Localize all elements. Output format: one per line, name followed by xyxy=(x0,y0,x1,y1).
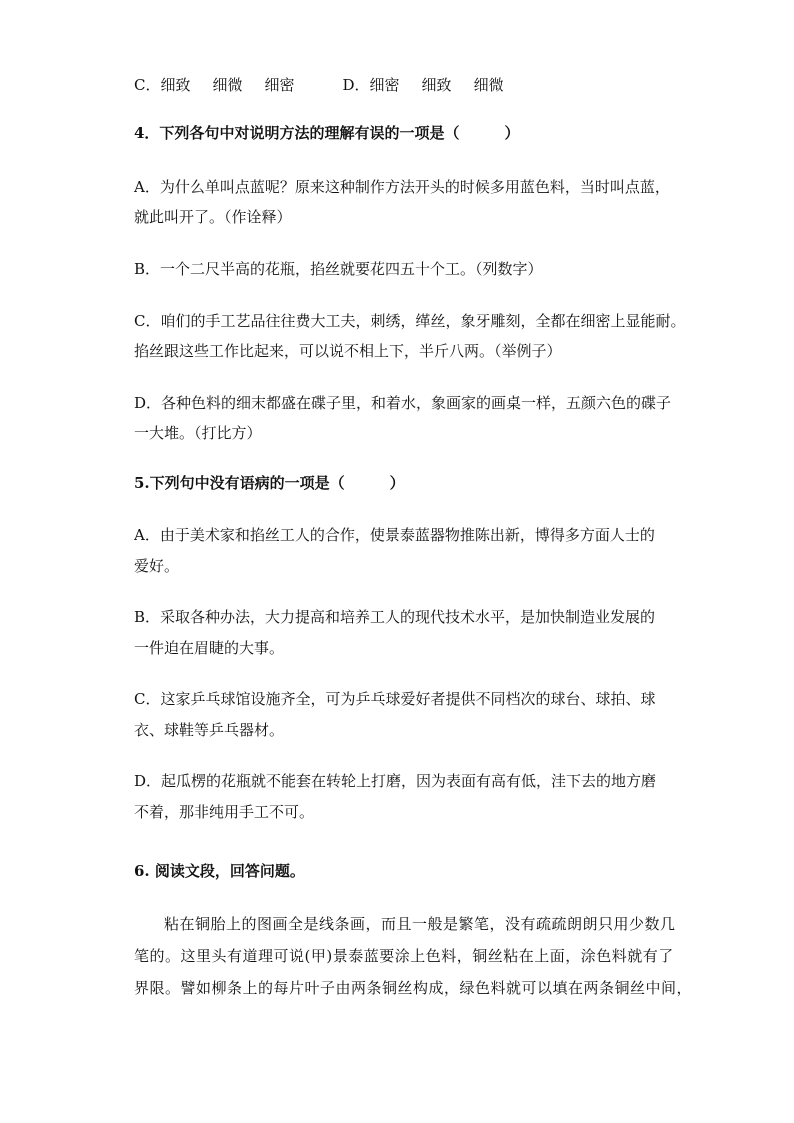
q5-option-c-line1: C．这家乒乓球馆设施齐全，可为乒乓球爱好者提供不同档次的球台、球拍、球 xyxy=(134,690,656,708)
q3-option-d-word3: 细微 xyxy=(473,76,504,94)
q3-option-d-label: D．细密 xyxy=(342,76,400,94)
q5-option-c-line2: 衣、球鞋等乒乓器材。 xyxy=(134,721,285,739)
q4-option-a-line2: 就此叫开了。（作诠释） xyxy=(134,208,292,226)
q5-stem: 5.下列句中没有语病的一项是（ ） xyxy=(134,474,405,492)
q3-options-row xyxy=(134,75,504,95)
q5-option-d-line1: D．起瓜楞的花瓶就不能套在转轮上打磨，因为表面有高有低，洼下去的地方磨 xyxy=(134,772,657,790)
q6-passage-line1: 粘在铜胎上的图画全是线条画，而且一般是繁笔，没有疏疏朗朗只用少数几 xyxy=(164,915,676,933)
q3-option-c-word2: 细微 xyxy=(212,76,243,94)
q3-option-c-label: C．细致 xyxy=(134,76,191,94)
q4-option-d-line1: D．各种色料的细末都盛在碟子里，和着水，象画家的画桌一样，五颜六色的碟子 xyxy=(134,394,672,412)
q4-option-c-line1: C．咱们的手工艺品往往费大工夫，刺绣，缂丝，象牙雕刻，全都在细密上显能耐。 xyxy=(134,312,686,330)
q4-option-b-line1: B．一个二尺半高的花瓶，掐丝就要花四五十个工。（列数字） xyxy=(134,260,543,278)
q3-option-d-word2: 细致 xyxy=(421,76,452,94)
q4-option-c-line2: 掐丝跟这些工作比起来，可以说不相上下，半斤八两。（举例子） xyxy=(134,342,562,360)
q4-option-a-line1: A．为什么单叫点蓝呢？原来这种制作方法开头的时候多用蓝色料，当时叫点蓝， xyxy=(134,178,670,196)
q5-option-a-line2: 爱好。 xyxy=(134,557,180,575)
q4-stem: 4．下列各句中对说明方法的理解有误的一项是（ ） xyxy=(134,124,520,142)
q5-option-d-line2: 不着，那非纯用手工不可。 xyxy=(134,803,315,821)
q6-stem: 6. 阅读文段，回答问题。 xyxy=(134,862,305,880)
q5-option-a-line1: A．由于美术家和掐丝工人的合作，使景泰蓝器物推陈出新，博得多方面人士的 xyxy=(134,526,655,544)
q6-passage-line3: 界限。譬如柳条上的每片叶子由两条铜丝构成，绿色料就可以填在两条铜丝中间， xyxy=(134,979,693,997)
q5-option-b-line2: 一件迫在眉睫的大事。 xyxy=(134,639,285,657)
q3-option-c-word3: 细密 xyxy=(264,76,295,94)
q5-option-b-line1: B．采取各种办法，大力提高和培养工人的现代技术水平，是加快制造业发展的 xyxy=(134,608,656,626)
q4-option-d-line2: 一大堆。（打比方） xyxy=(134,424,262,442)
q6-passage-line2: 笔的。这里头有道理可说(甲)景泰蓝要涂上色料，铜丝粘在上面，涂色料就有了 xyxy=(134,947,674,965)
